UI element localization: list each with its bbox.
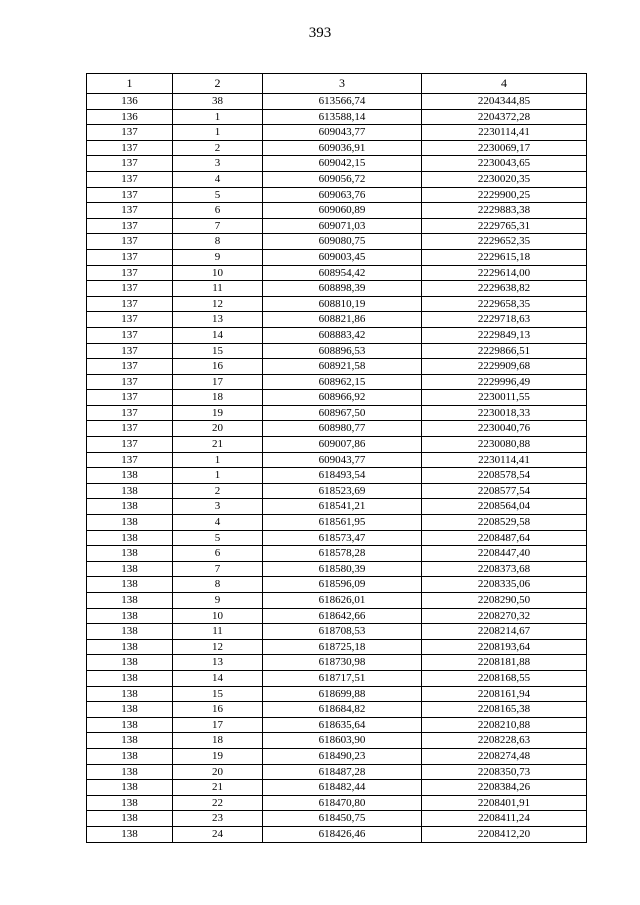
cell-point: 21 <box>173 780 263 796</box>
cell-point: 7 <box>173 218 263 234</box>
cell-point: 16 <box>173 702 263 718</box>
table-row <box>87 405 587 421</box>
cell-parcel: 138 <box>87 811 173 827</box>
table-row <box>87 608 587 624</box>
cell-parcel: 137 <box>87 359 173 375</box>
cell-point: 20 <box>173 764 263 780</box>
cell-y-coordinate: 2208577,54 <box>422 483 587 499</box>
cell-point: 12 <box>173 296 263 312</box>
cell-x-coordinate: 608896,53 <box>263 343 422 359</box>
cell-y-coordinate: 2208401,91 <box>422 795 587 811</box>
table-row <box>87 546 587 562</box>
cell-x-coordinate: 609043,77 <box>263 125 422 141</box>
cell-parcel: 137 <box>87 421 173 437</box>
cell-x-coordinate: 618580,39 <box>263 561 422 577</box>
cell-parcel: 137 <box>87 312 173 328</box>
cell-parcel: 138 <box>87 499 173 515</box>
cell-parcel: 138 <box>87 608 173 624</box>
cell-x-coordinate: 608962,15 <box>263 374 422 390</box>
cell-x-coordinate: 609080,75 <box>263 234 422 250</box>
cell-point: 9 <box>173 249 263 265</box>
cell-parcel: 137 <box>87 140 173 156</box>
cell-point: 1 <box>173 125 263 141</box>
cell-x-coordinate: 618717,51 <box>263 670 422 686</box>
cell-point: 19 <box>173 405 263 421</box>
cell-x-coordinate: 609042,15 <box>263 156 422 172</box>
table-row <box>87 171 587 187</box>
cell-y-coordinate: 2229658,35 <box>422 296 587 312</box>
cell-point: 1 <box>173 109 263 125</box>
cell-parcel: 137 <box>87 296 173 312</box>
cell-y-coordinate: 2208564,04 <box>422 499 587 515</box>
cell-x-coordinate: 618708,53 <box>263 624 422 640</box>
cell-y-coordinate: 2208447,40 <box>422 546 587 562</box>
cell-y-coordinate: 2208228,63 <box>422 733 587 749</box>
cell-parcel: 137 <box>87 249 173 265</box>
cell-parcel: 137 <box>87 281 173 297</box>
cell-point: 4 <box>173 171 263 187</box>
cell-y-coordinate: 2208487,64 <box>422 530 587 546</box>
table-row <box>87 639 587 655</box>
column-header-2: 2 <box>173 74 263 94</box>
cell-point: 15 <box>173 686 263 702</box>
cell-point: 23 <box>173 811 263 827</box>
cell-y-coordinate: 2229718,63 <box>422 312 587 328</box>
cell-x-coordinate: 618493,54 <box>263 468 422 484</box>
table-row <box>87 748 587 764</box>
cell-parcel: 138 <box>87 639 173 655</box>
cell-point: 3 <box>173 499 263 515</box>
cell-y-coordinate: 2208578,54 <box>422 468 587 484</box>
cell-point: 18 <box>173 733 263 749</box>
cell-y-coordinate: 2230114,41 <box>422 452 587 468</box>
cell-point: 11 <box>173 624 263 640</box>
cell-parcel: 137 <box>87 203 173 219</box>
cell-y-coordinate: 2229652,35 <box>422 234 587 250</box>
table-row <box>87 390 587 406</box>
cell-y-coordinate: 2229849,13 <box>422 327 587 343</box>
cell-x-coordinate: 609063,76 <box>263 187 422 203</box>
cell-y-coordinate: 2208373,68 <box>422 561 587 577</box>
cell-x-coordinate: 618578,28 <box>263 546 422 562</box>
cell-point: 17 <box>173 374 263 390</box>
cell-point: 2 <box>173 483 263 499</box>
cell-parcel: 137 <box>87 343 173 359</box>
cell-parcel: 137 <box>87 327 173 343</box>
cell-x-coordinate: 618596,09 <box>263 577 422 593</box>
header-row <box>87 74 587 94</box>
cell-parcel: 137 <box>87 234 173 250</box>
cell-x-coordinate: 618725,18 <box>263 639 422 655</box>
cell-point: 6 <box>173 546 263 562</box>
table-row <box>87 343 587 359</box>
table-row <box>87 296 587 312</box>
cell-x-coordinate: 609043,77 <box>263 452 422 468</box>
cell-parcel: 138 <box>87 530 173 546</box>
table-row <box>87 312 587 328</box>
cell-y-coordinate: 2208290,50 <box>422 593 587 609</box>
table-row <box>87 717 587 733</box>
cell-point: 38 <box>173 94 263 110</box>
cell-x-coordinate: 618603,90 <box>263 733 422 749</box>
cell-x-coordinate: 613588,14 <box>263 109 422 125</box>
cell-point: 7 <box>173 561 263 577</box>
table-row <box>87 530 587 546</box>
cell-parcel: 138 <box>87 561 173 577</box>
cell-y-coordinate: 2229883,38 <box>422 203 587 219</box>
table-row <box>87 483 587 499</box>
cell-x-coordinate: 618541,21 <box>263 499 422 515</box>
column-header-1: 1 <box>87 74 173 94</box>
column-header-4: 4 <box>422 74 587 94</box>
cell-x-coordinate: 618635,64 <box>263 717 422 733</box>
table-row <box>87 826 587 842</box>
cell-parcel: 137 <box>87 390 173 406</box>
cell-x-coordinate: 609071,03 <box>263 218 422 234</box>
page-number: 393 <box>308 25 332 41</box>
cell-parcel: 138 <box>87 702 173 718</box>
cell-parcel: 137 <box>87 265 173 281</box>
cell-parcel: 137 <box>87 405 173 421</box>
table-row <box>87 94 587 110</box>
cell-parcel: 137 <box>87 125 173 141</box>
cell-x-coordinate: 609056,72 <box>263 171 422 187</box>
cell-x-coordinate: 608898,39 <box>263 281 422 297</box>
table-row <box>87 125 587 141</box>
table-row <box>87 561 587 577</box>
cell-parcel: 138 <box>87 795 173 811</box>
table-row <box>87 421 587 437</box>
cell-point: 15 <box>173 343 263 359</box>
cell-point: 8 <box>173 234 263 250</box>
table-row <box>87 203 587 219</box>
cell-y-coordinate: 2204344,85 <box>422 94 587 110</box>
cell-x-coordinate: 609007,86 <box>263 437 422 453</box>
cell-point: 12 <box>173 639 263 655</box>
cell-y-coordinate: 2230018,33 <box>422 405 587 421</box>
cell-x-coordinate: 608883,42 <box>263 327 422 343</box>
cell-y-coordinate: 2229614,00 <box>422 265 587 281</box>
table-row <box>87 577 587 593</box>
cell-y-coordinate: 2208412,20 <box>422 826 587 842</box>
cell-point: 11 <box>173 281 263 297</box>
table-row <box>87 359 587 375</box>
cell-point: 1 <box>173 452 263 468</box>
cell-parcel: 138 <box>87 764 173 780</box>
cell-x-coordinate: 618490,23 <box>263 748 422 764</box>
cell-parcel: 136 <box>87 109 173 125</box>
cell-point: 4 <box>173 515 263 531</box>
cell-x-coordinate: 613566,74 <box>263 94 422 110</box>
cell-y-coordinate: 2208168,55 <box>422 670 587 686</box>
cell-point: 13 <box>173 655 263 671</box>
cell-point: 10 <box>173 265 263 281</box>
table-row <box>87 452 587 468</box>
cell-y-coordinate: 2208529,58 <box>422 515 587 531</box>
cell-parcel: 138 <box>87 624 173 640</box>
cell-y-coordinate: 2229615,18 <box>422 249 587 265</box>
table-row <box>87 670 587 686</box>
table-row <box>87 327 587 343</box>
table-row <box>87 499 587 515</box>
cell-parcel: 138 <box>87 717 173 733</box>
cell-parcel: 138 <box>87 546 173 562</box>
cell-parcel: 137 <box>87 452 173 468</box>
table-row <box>87 795 587 811</box>
cell-y-coordinate: 2208350,73 <box>422 764 587 780</box>
cell-parcel: 138 <box>87 826 173 842</box>
cell-parcel: 138 <box>87 655 173 671</box>
cell-x-coordinate: 618642,66 <box>263 608 422 624</box>
cell-x-coordinate: 608980,77 <box>263 421 422 437</box>
cell-point: 14 <box>173 327 263 343</box>
cell-point: 18 <box>173 390 263 406</box>
cell-x-coordinate: 618487,28 <box>263 764 422 780</box>
table-row <box>87 437 587 453</box>
cell-point: 16 <box>173 359 263 375</box>
table-row <box>87 702 587 718</box>
cell-parcel: 138 <box>87 483 173 499</box>
cell-point: 1 <box>173 468 263 484</box>
cell-point: 8 <box>173 577 263 593</box>
cell-parcel: 137 <box>87 171 173 187</box>
coordinates-table <box>86 73 587 843</box>
cell-point: 24 <box>173 826 263 842</box>
cell-point: 17 <box>173 717 263 733</box>
cell-parcel: 138 <box>87 686 173 702</box>
cell-y-coordinate: 2208181,88 <box>422 655 587 671</box>
cell-point: 20 <box>173 421 263 437</box>
cell-x-coordinate: 618573,47 <box>263 530 422 546</box>
cell-parcel: 137 <box>87 187 173 203</box>
table-row <box>87 187 587 203</box>
cell-x-coordinate: 609003,45 <box>263 249 422 265</box>
cell-y-coordinate: 2230011,55 <box>422 390 587 406</box>
cell-x-coordinate: 608966,92 <box>263 390 422 406</box>
cell-x-coordinate: 608810,19 <box>263 296 422 312</box>
cell-parcel: 136 <box>87 94 173 110</box>
cell-parcel: 137 <box>87 374 173 390</box>
cell-parcel: 138 <box>87 670 173 686</box>
cell-x-coordinate: 608821,86 <box>263 312 422 328</box>
table-row <box>87 140 587 156</box>
table-row <box>87 265 587 281</box>
cell-parcel: 138 <box>87 468 173 484</box>
cell-y-coordinate: 2208214,67 <box>422 624 587 640</box>
cell-parcel: 138 <box>87 780 173 796</box>
table-row <box>87 811 587 827</box>
cell-y-coordinate: 2208161,94 <box>422 686 587 702</box>
cell-y-coordinate: 2229996,49 <box>422 374 587 390</box>
cell-point: 9 <box>173 593 263 609</box>
table-row <box>87 733 587 749</box>
cell-x-coordinate: 618626,01 <box>263 593 422 609</box>
cell-y-coordinate: 2230043,65 <box>422 156 587 172</box>
table-body <box>87 94 587 843</box>
cell-point: 2 <box>173 140 263 156</box>
cell-y-coordinate: 2204372,28 <box>422 109 587 125</box>
cell-x-coordinate: 608921,58 <box>263 359 422 375</box>
cell-x-coordinate: 618561,95 <box>263 515 422 531</box>
cell-point: 5 <box>173 187 263 203</box>
cell-x-coordinate: 618730,98 <box>263 655 422 671</box>
table-row <box>87 218 587 234</box>
cell-y-coordinate: 2229638,82 <box>422 281 587 297</box>
table-row <box>87 156 587 172</box>
cell-x-coordinate: 618684,82 <box>263 702 422 718</box>
table-header <box>87 74 587 94</box>
cell-y-coordinate: 2230040,76 <box>422 421 587 437</box>
table-row <box>87 686 587 702</box>
cell-point: 22 <box>173 795 263 811</box>
cell-y-coordinate: 2208165,38 <box>422 702 587 718</box>
cell-x-coordinate: 609036,91 <box>263 140 422 156</box>
cell-y-coordinate: 2229900,25 <box>422 187 587 203</box>
cell-y-coordinate: 2208193,64 <box>422 639 587 655</box>
cell-point: 14 <box>173 670 263 686</box>
cell-y-coordinate: 2208335,06 <box>422 577 587 593</box>
cell-y-coordinate: 2208411,24 <box>422 811 587 827</box>
cell-y-coordinate: 2208210,88 <box>422 717 587 733</box>
cell-parcel: 138 <box>87 577 173 593</box>
cell-parcel: 138 <box>87 593 173 609</box>
cell-y-coordinate: 2230020,35 <box>422 171 587 187</box>
cell-x-coordinate: 609060,89 <box>263 203 422 219</box>
cell-y-coordinate: 2230114,41 <box>422 125 587 141</box>
table-row <box>87 374 587 390</box>
table-row <box>87 515 587 531</box>
table-row <box>87 249 587 265</box>
table-row <box>87 655 587 671</box>
cell-x-coordinate: 618699,88 <box>263 686 422 702</box>
cell-y-coordinate: 2229765,31 <box>422 218 587 234</box>
cell-parcel: 137 <box>87 218 173 234</box>
cell-x-coordinate: 608967,50 <box>263 405 422 421</box>
cell-parcel: 137 <box>87 437 173 453</box>
cell-y-coordinate: 2230080,88 <box>422 437 587 453</box>
cell-x-coordinate: 618426,46 <box>263 826 422 842</box>
cell-y-coordinate: 2208270,32 <box>422 608 587 624</box>
cell-point: 10 <box>173 608 263 624</box>
cell-y-coordinate: 2208384,26 <box>422 780 587 796</box>
cell-y-coordinate: 2229909,68 <box>422 359 587 375</box>
cell-y-coordinate: 2230069,17 <box>422 140 587 156</box>
table-row <box>87 780 587 796</box>
cell-x-coordinate: 618450,75 <box>263 811 422 827</box>
cell-x-coordinate: 618482,44 <box>263 780 422 796</box>
cell-parcel: 137 <box>87 156 173 172</box>
cell-point: 6 <box>173 203 263 219</box>
table-row <box>87 281 587 297</box>
cell-parcel: 138 <box>87 748 173 764</box>
cell-point: 21 <box>173 437 263 453</box>
table-row <box>87 764 587 780</box>
cell-parcel: 138 <box>87 733 173 749</box>
cell-x-coordinate: 618470,80 <box>263 795 422 811</box>
table-row <box>87 234 587 250</box>
cell-x-coordinate: 608954,42 <box>263 265 422 281</box>
column-header-3: 3 <box>263 74 422 94</box>
cell-y-coordinate: 2208274,48 <box>422 748 587 764</box>
table-row <box>87 593 587 609</box>
cell-point: 5 <box>173 530 263 546</box>
cell-x-coordinate: 618523,69 <box>263 483 422 499</box>
cell-point: 19 <box>173 748 263 764</box>
table-row <box>87 468 587 484</box>
cell-parcel: 138 <box>87 515 173 531</box>
table-row <box>87 109 587 125</box>
cell-point: 3 <box>173 156 263 172</box>
cell-point: 13 <box>173 312 263 328</box>
cell-y-coordinate: 2229866,51 <box>422 343 587 359</box>
table-row <box>87 624 587 640</box>
